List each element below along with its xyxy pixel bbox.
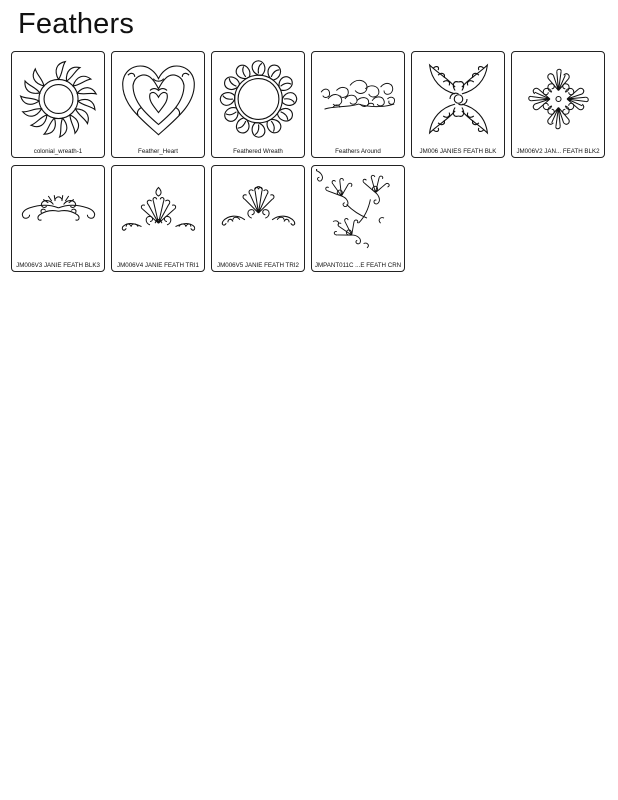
design-name: Feathers Around xyxy=(335,148,381,155)
design-card[interactable] xyxy=(211,165,305,272)
design-card[interactable] xyxy=(211,51,305,158)
feather-block2-icon xyxy=(516,55,601,143)
design-card[interactable] xyxy=(411,51,505,158)
design-card[interactable] xyxy=(311,165,405,272)
feather-corner-icon xyxy=(316,169,401,257)
feather-block-icon xyxy=(416,55,501,143)
design-name: JM006V2 JAN... FEATH BLK2 xyxy=(516,148,600,155)
feather-wreath-icon xyxy=(16,55,101,143)
design-name: JMPANT011C ...E FEATH CRN xyxy=(314,262,402,269)
design-name: Feathered Wreath xyxy=(233,148,283,155)
design-name: Feather_Heart xyxy=(138,148,178,155)
feather-triangle2-icon xyxy=(216,169,301,257)
feather-border-icon xyxy=(316,55,401,143)
feathered-wreath-icon xyxy=(216,55,301,143)
design-name: JM006V3 JANIE FEATH BLK3 xyxy=(16,262,100,269)
design-card[interactable] xyxy=(11,51,105,158)
design-card[interactable] xyxy=(111,165,205,272)
page-title: Feathers xyxy=(18,8,135,40)
design-name: JM006V4 JANIE FEATH TRI1 xyxy=(117,262,199,269)
design-card[interactable] xyxy=(511,51,605,158)
design-name: JM006 JANIES FEATH BLK xyxy=(419,148,497,155)
design-card[interactable] xyxy=(11,165,105,272)
feather-heart-icon xyxy=(116,55,201,143)
feather-triangle-icon xyxy=(116,169,201,257)
design-card[interactable] xyxy=(111,51,205,158)
design-card[interactable] xyxy=(311,51,405,158)
design-name: JM006V5 JANIE FEATH TRI2 xyxy=(217,262,299,269)
design-name: colonial_wreath-1 xyxy=(33,148,83,155)
feather-swirl-border-icon xyxy=(16,169,101,257)
